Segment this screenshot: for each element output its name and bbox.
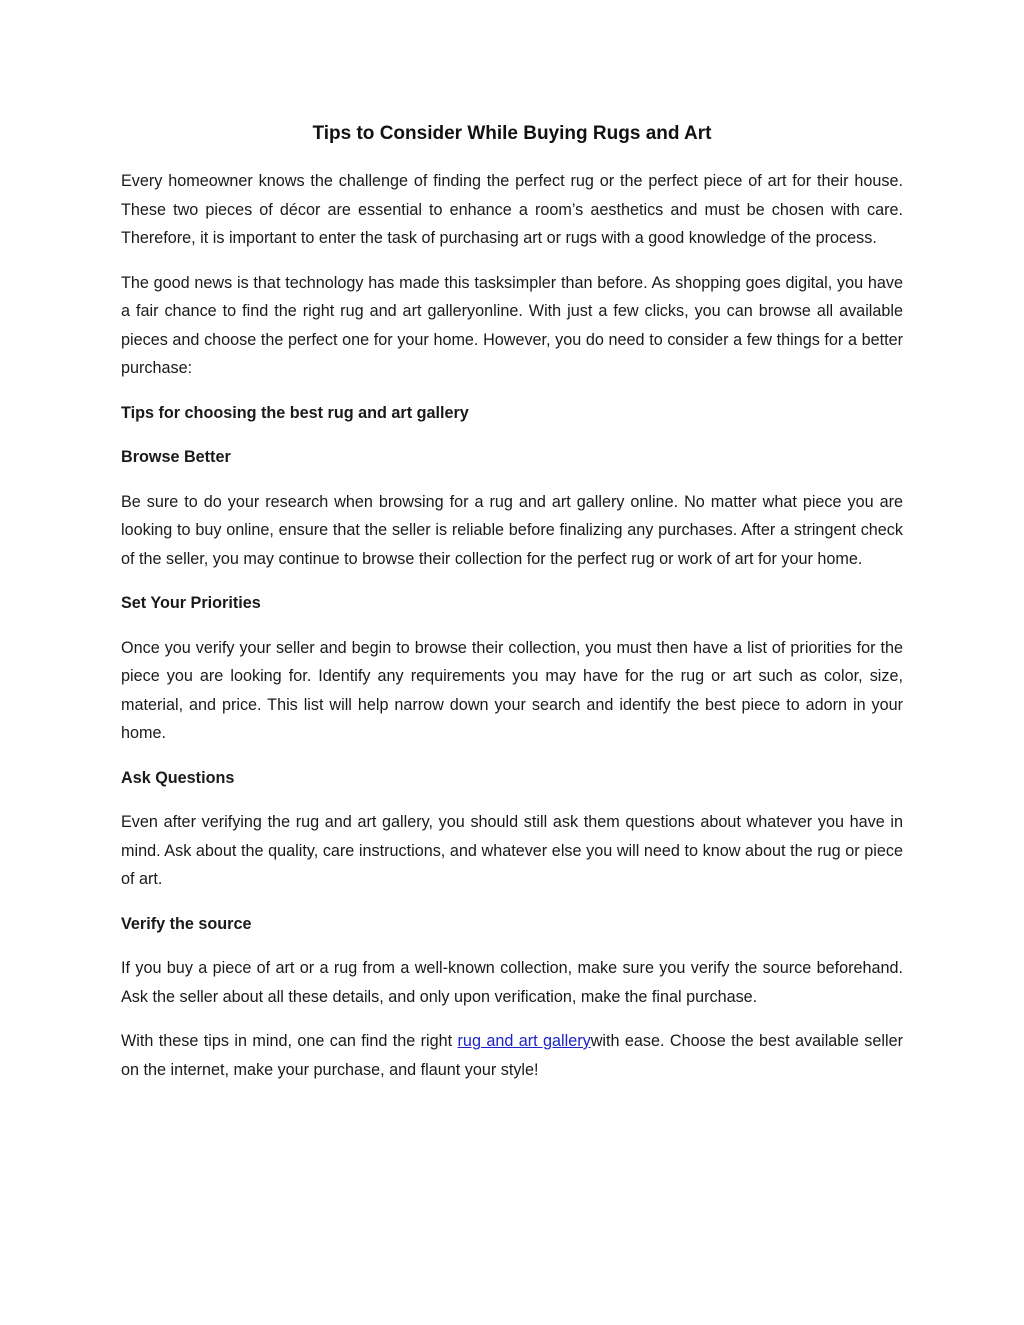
document-title: Tips to Consider While Buying Rugs and Art [312,123,712,144]
section-body-verify-source: If you buy a piece of art or a rug from a well-known collection, make sure you verify the source beforehand. Ask the seller about all these details, and only upon verification, make the final purchase. [121,959,903,1006]
rug-and-art-gallery-link[interactable]: rug and art gallery [457,1032,591,1050]
section-body-ask-questions: Even after verifying the rug and art gallery, you should still ask them questions about whatever you have in mind. Ask about the quality, care instructions, and whatever else you will need to know about the rug or piece of art. [121,813,903,888]
intro-paragraph-2: The good news is that technology has made this tasksimpler than before. As shopping goes digital, you have a fair chance to find the right rug and art galleryonline. With just a few clicks, you can browse all available pieces and choose the perfect one for your home. However, you do need to consider a few things for a better purchase: [121,273,903,377]
section-body-browse-better: Be sure to do your research when browsing for a rug and art gallery online. No matter what piece you are looking to buy online, ensure that the seller is reliable before finalizing any purchases. After a stringent check of the seller, you may continue to browse their collection for the perfect rug or work of art for your home. [121,492,903,568]
section-body-set-priorities: Once you verify your seller and begin to browse their collection, you must then have a list of priorities for the piece you are looking for. Identify any requirements you may have for the rug or art such as color, size, material, and price. This list will help narrow down your search and identify the best piece to adorn in your home. [121,638,903,742]
closing-paragraph [121,1027,903,1084]
document-page [121,118,903,1100]
closing-text-before-link: With these tips in mind, one can find the right [121,1032,458,1050]
closing-text-after-link: with ease. Choose the best available seller on the internet, make your purchase, and flaunt your style! [121,1032,903,1079]
tips-heading: Tips for choosing the best rug and art gallery [121,403,469,422]
section-heading-browse-better: Browse Better [121,448,231,466]
section-heading-set-priorities: Set Your Priorities [121,594,261,612]
intro-paragraph-1: Every homeowner knows the challenge of finding the perfect rug or the perfect piece of art for their house. These two pieces of décor are essential to enhance a room’s aesthetics and must be chosen with care. Therefore, it is important to enter the task of purchasing art or rugs with a good knowledge of the process. [121,172,903,247]
section-heading-verify-source: Verify the source [121,914,252,933]
section-heading-ask-questions: Ask Questions [121,768,235,787]
